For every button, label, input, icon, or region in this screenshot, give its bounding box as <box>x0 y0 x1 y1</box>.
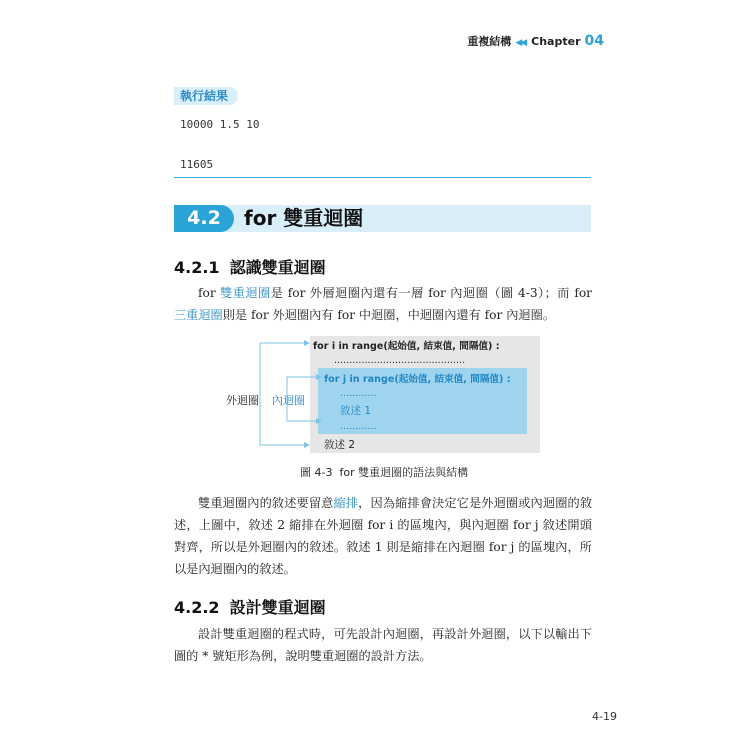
inner-loop-label: 內迴圈 <box>272 394 305 407</box>
body-paragraph <box>174 492 592 580</box>
term-indentation: 縮排 <box>333 496 359 510</box>
result-output-line: 11605 <box>180 158 214 171</box>
result-label: 執行結果 <box>174 87 238 105</box>
subsection-number: 4.2.2 <box>174 598 220 617</box>
subsection-title: 設計雙重迴圈 <box>229 598 326 617</box>
outer-loop-header: for i in range(起始值, 結束值, 間隔值) : <box>313 341 500 352</box>
section-title: for 雙重迴圈 <box>244 206 364 230</box>
inner-dots-bottom: ............ <box>340 421 377 432</box>
outer-dots: ........................................... <box>334 355 466 366</box>
inner-statement: 敘述 1 <box>340 405 372 417</box>
body-paragraph <box>174 623 592 667</box>
outer-statement: 敘述 2 <box>324 439 356 451</box>
arrow-right-icon <box>304 340 310 346</box>
arrow-right-icon <box>316 374 322 380</box>
figure-number: 圖 4-3 <box>300 466 333 479</box>
inner-dots-top: ............ <box>340 388 377 399</box>
arrow-right-icon <box>316 418 322 424</box>
page-number: 4-19 <box>592 710 617 723</box>
chapter-number: 04 <box>584 33 604 49</box>
result-output-line: 10000 1.5 10 <box>180 118 260 131</box>
text-run: for <box>198 286 221 300</box>
term-double-loop: 雙重迴圈 <box>220 286 271 300</box>
text-run: ，因為縮排會決定它是外迴圈或內迴圈的敘述，上圖中，敘述 2 縮排在外迴圈 for i 的區塊內，與內迴圈 for j 敘述開頭對齊，所以是外迴圈內的敘述。敘述 1 則是縮排在內迴圈 for j 的區塊內，所以是內迴圈內的敘述。 <box>174 496 593 576</box>
figure-caption <box>300 464 468 480</box>
term-triple-loop: 三重迴圈 <box>174 308 223 322</box>
text-run: 雙重迴圈內的敘述要留意 <box>198 496 334 510</box>
text-run: 則是 for 外迴圈內有 for 中迴圈，中迴圈內還有 for 內迴圈。 <box>222 308 555 322</box>
subsection-title: 認識雙重迴圈 <box>229 258 326 277</box>
chapter-label: Chapter <box>531 35 581 48</box>
arrow-right-icon <box>304 442 310 448</box>
figure-caption-text: for 雙重迴圈的語法與結構 <box>339 466 469 479</box>
outer-loop-label: 外迴圈 <box>226 394 259 407</box>
paragraph-text: 設計雙重迴圈的程式時，可先設計內迴圈，再設計外迴圈，以下以輸出下圖的 * 號矩形為例，說明雙重迴圈的設計方法。 <box>174 627 592 663</box>
text-run: 是 for 外層迴圈內還有一層 for 內迴圈（圖 4-3）；而 for <box>270 286 592 300</box>
chapter-title: 重複結構 <box>467 35 512 48</box>
subsection-heading <box>174 595 326 618</box>
subsection-number: 4.2.1 <box>174 258 220 277</box>
inner-loop-header: for j in range(起始值, 結束值, 間隔值) : <box>324 374 511 385</box>
section-number: 4.2 <box>174 205 234 232</box>
chevron-left-icon: ◀◀ <box>515 38 526 48</box>
